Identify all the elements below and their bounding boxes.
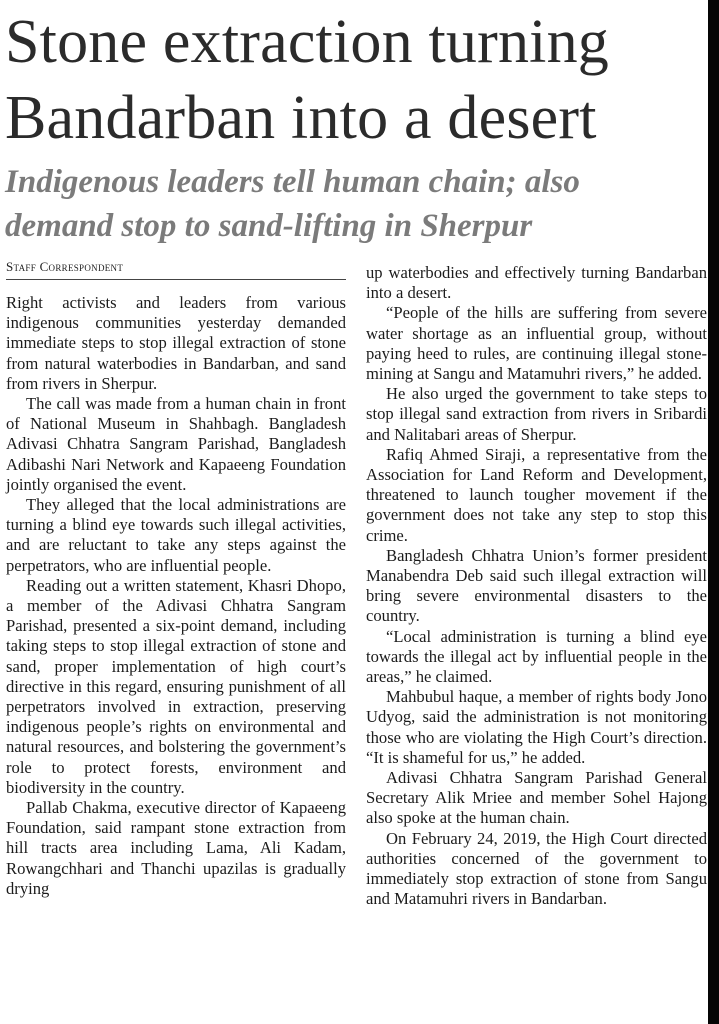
subheadline-line-1: Indigenous leaders tell human chain; also [5,164,580,200]
paragraph: “People of the hills are suffering from severe water shortage as an influential group, without paying heed to rules, are continuing illegal stone-mining at Sangu and Matamuhri rivers,” he added. [366,303,707,384]
paragraph: Pallab Chakma, executive director of Kapaeeng Foundation, said rampant stone extraction from hill tracts area including Lama, Ali Kadam, Rowangchhari and Thanchi upazilas is gradually drying [6,798,346,898]
paragraph: On February 24, 2019, the High Court directed authorities concerned of the government to immediately stop extraction of stone from Sangu and Matamuhri rivers in Bandarban. [366,828,707,909]
paragraph-continued: up waterbodies and effectively turning Bandarban into a desert. [366,263,707,303]
headline [5,4,705,156]
paragraph: Right activists and leaders from various indigenous communities yesterday demanded immediate steps to stop illegal extraction of stone from natural waterbodies in Bandarban, and sand from rivers in Sherpur. [6,293,346,393]
article-column-right [366,263,707,910]
paragraph: He also urged the government to take steps to stop illegal sand extraction from rivers in Sribardi and Nalitabari areas of Sherpur. [366,384,707,444]
paragraph: Bangladesh Chhatra Union’s former president Manabendra Deb said such illegal extraction will bring severe environmental disasters to the country. [366,545,707,626]
article-column-left [6,293,346,899]
byline: Staff Correspondent [6,259,346,280]
paragraph: Adivasi Chhatra Sangram Parishad General Secretary Alik Mriee and member Sohel Hajong also spoke at the human chain. [366,768,707,828]
paragraph: They alleged that the local administrations are turning a blind eye towards such illegal activities, and are reluctant to take any steps against the perpetrators, who are influential people. [6,495,346,575]
subheadline-line-2: demand stop to sand-lifting in Sherpur [5,208,533,244]
subheadline [5,160,705,248]
paragraph: The call was made from a human chain in front of National Museum in Shahbagh. Bangladesh Adivasi Chhatra Sangram Parishad, Bangladesh Adibashi Nari Network and Kapaeeng Foundation jointly organised the event. [6,394,346,494]
paragraph: “Local administration is turning a blind eye towards the illegal act by influential people in the areas,” he claimed. [366,626,707,687]
paragraph: Mahbubul haque, a member of rights body Jono Udyog, said the administration is not monitoring those who are violating the High Court’s direction. “It is shameful for us,” he added. [366,687,707,767]
paragraph: Reading out a written statement, Khasri Dhopo, a member of the Adivasi Chhatra Sangram Parishad, presented a six-point demand, including taking steps to stop illegal extraction of stone and sand, proper implementation of high court’s directive in this regard, ensuring punishment of all perpetrators involved in extraction, preserving indigenous people’s rights on environmental and natural resources, and bolstering the government’s role to protect forests, environment and biodiversity in the country. [6,575,346,797]
headline-line-2: Bandarban into a desert [5,84,597,152]
paragraph: Rafiq Ahmed Siraji, a representative from the Association for Land Reform and Development, threatened to launch tougher movement if the government does not take any step to stop this crime. [366,444,707,545]
scan-edge-border [708,0,719,1024]
headline-line-1: Stone extraction turning [5,8,610,76]
